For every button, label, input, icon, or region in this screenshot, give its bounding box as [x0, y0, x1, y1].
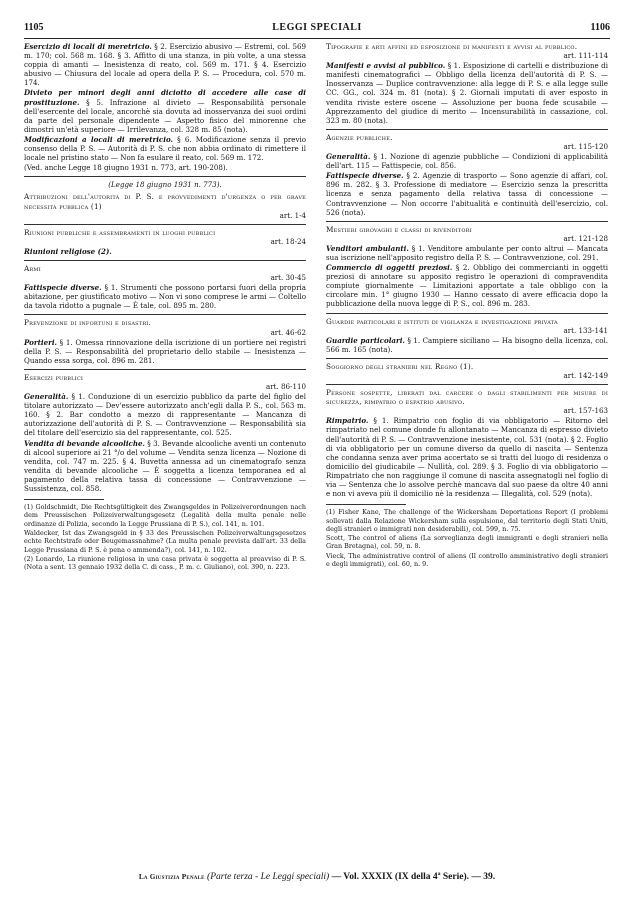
section-heading: Tipografie e arti affini ed esposizione di manifesti e avvisi al pubblico. art. 111-114 [326, 42, 608, 61]
section-rule [326, 221, 608, 222]
index-entry: Generalità. § 1. Conduzione di un esercizio pubblico da parte del figlio del titolare autorizzato — Dev'essere autorizzato anch'egli dalla P. S., col. 563 m. 160. § 2. Bar condotto a mezzo di rappresentante — Mancanza di autorizzazione dell'autorità di P. S. — Contravvenzione — Responsabilità sia del titolare dell'esercizio sia del rappresentante, col. 525. [24, 392, 306, 438]
footnote: Vieck, The administrative control of aliens (Il controllo amministrativo degli stranieri e degli immigrati), col. 60, n. 9. [326, 551, 608, 568]
index-entry: Portieri. § 1. Omessa rinnovazione della iscrizione di un portiere nei registri della P. S. — Responsabilità del proprietario dello stabile — Inesistenza — Quando essa sorga, col. 896 m. 281. [24, 337, 306, 365]
page-number-left: 1105 [24, 22, 44, 33]
index-entry: Guardie particolari. § 1. Campiere siciliano — Ha bisogno della licenza, col. 566 m. 165 (nota). [326, 335, 608, 354]
section-heading: Soggiorno degli stranieri nel Regno (1). art. 142-149 [326, 361, 608, 380]
page-header [24, 22, 610, 38]
journal-volume: — Vol. XXXIX (IX della 4ª Serie). — 39. [331, 872, 496, 882]
page-number-right: 1106 [590, 22, 610, 33]
section-rule [24, 260, 306, 261]
section-rule [326, 129, 608, 130]
right-column [326, 42, 608, 569]
section-heading: Riunioni pubbliche e assembramenti in luoghi pubblici art. 18-24 [24, 227, 306, 246]
section-heading: Prevenzione di infortuni e disastri. art. 46-62 [24, 318, 306, 337]
index-entry: Vendita di bevande alcooliche. § 3. Bevande alcooliche aventi un contenuto di alcool superiore ai 21 °/o del volume — Vendita senza licenza — Nozione di vendita, col. 747 m. 225. § 4. Buvetta annessa ad un cinematografo senza vendita di bevande alcooliche — È soggetta a licenza temporanea ed al pagamento della relativa tassa di concessione — Contravvenzione — Sussistenza, col. 858. [24, 438, 306, 494]
journal-name: La Giustizia Penale [138, 872, 205, 881]
section-heading: Agenzie pubbliche. art. 115-120 [326, 132, 608, 151]
section-heading: Guardie particolari e istituti di vigilanza e investigazione privata art. 133-141 [326, 316, 608, 335]
footnote: (1) Fisher Kane, The challenge of the Wickersham Deportations Report (I problemi sollevati dalla Relazione Wickersham sulla espulsione, dal territorio degli Stati Uniti, degli stranieri o immigrati non desiderabili), col. 599, n. 75. [326, 508, 608, 533]
subsection: Riunioni religiose (2). [24, 246, 112, 256]
journal-part: (Parte terza - Le Leggi speciali) [207, 872, 330, 882]
footnote: Scott, The control of aliens (La sorveglianza degli immigranti e degli stranieri nella Gran Bretagna), col. 59, n. 8. [326, 534, 608, 551]
section-rule [326, 313, 608, 314]
running-title: LEGGI SPECIALI [272, 22, 362, 33]
section-rule [326, 358, 608, 359]
section-heading: Attribuzioni dell'autorità di P. S. e provvedimenti d'urgenza o per grave necessità pubblica (1) art. 1-4 [24, 192, 306, 220]
section-rule [326, 384, 608, 385]
index-entry: Rimpatrio. § 1. Rimpatrio con foglio di via obbligatorio — Ritorno del rimpatriato nel comune donde fu allontanato — Mancanza di espresso divieto dell'autorità di P. S. — Contravvenzione inesistente, col. 531 (nota). § 2. Foglio di via obbligatorio per un comune diverso da quello di nascita — Sentenza che condanna senza aver prima accertato se si tratti del luogo di residenza o domicilio del giudicabile — Nullità, col. 289. § 3. Foglio di via obbligatorio — Rimpatriato che non raggiunge il comune di nascita assegnatogli nel foglio di via — Sentenza che lo assolve perchè mancava dal suo paese da oltre 40 anni e non vi aveva più il domicilio nè la residenza — Illegalità, col. 529 (nota). [326, 416, 608, 499]
header-rule [24, 38, 610, 39]
index-entry: Divieto per minori degli anni diciotto di accedere alle case di prostituzione. § 5. Infrazione al divieto — Responsabilità personale dell'esercente del locale, ancorchè sia dovuta ad inosservanza dei suoi ordini da parte del personale dipendente — Aspetto fisico del minorenne che dimostri un'età superiore — Irrilevanza, col. 328 m. 85 (nota). [24, 88, 306, 134]
section-rule [24, 224, 306, 225]
section-rule [24, 369, 306, 370]
cross-reference: (Ved. anche Legge 18 giugno 1931 n. 773, art. 190-208). [24, 163, 228, 173]
index-entry: Generalità. § 1. Nozione di agenzie pubbliche — Condizioni di applicabilità dell'art. 115 — Fattispecie, col. 856. [326, 152, 608, 171]
index-entry: Fattispecie diverse. § 1. Strumenti che possono portarsi fuori della propria abitazione, per giustificato motivo — Non vi sono comprese le armi — Coltello da tavola ridotto a pugnale — È tale, col. 895 m. 280. [24, 283, 306, 311]
index-entry: Venditori ambulanti. § 1. Venditore ambulante per conto altrui — Mancata sua iscrizione nell'apposito registro della P. S. — Contravvenzione, col. 291. [326, 243, 608, 262]
index-entry: Manifesti e avvisi al pubblico. § 1. Esposizione di cartelli e distribuzione di manifesti cinematografici — Obbligo della licenza dell'autorità di P. S. — Inosservanza — Duplice contravvenzione: alla legge di P. S. e alla legge sulle CC. GG., col. 324 m. 81 (nota). § 2. Giornali imputati di aver esposto in vendita riviste estere oscene — Assoluzione per buona fede scusabile — Apprezzamento del giudice di merito — Incensurabilità in cassazione, col. 323 m. 80 (nota). [326, 61, 608, 125]
law-heading: (Legge 18 giugno 1931 n. 773). [108, 180, 222, 190]
index-entry: Fattispecie diverse. § 2. Agenzie di trasporto — Sono agenzie di affari, col. 896 m. 282. § 3. Professione di mediatore — Esercizio senza la prescritta licenza e senza pagamento della relativa tassa di concessione — Contravvenzione — Non occorre l'abitualità e continuità dell'esercizio, col. 526 (nota). [326, 171, 608, 217]
footnote-rule [24, 499, 104, 500]
index-entry: Modificazioni a locali di meretricio. § 6. Modificazione senza il previo consenso della P. S. — Autorità di P. S. che non abbia ordinato di rimettere il locale nel pristino stato — Non fa esulare il reato, col. 569 m. 172. [24, 134, 306, 163]
footnote: (2) Lonardo, La riunione religiosa in una casa privata è soggetta al preavviso di P. S. (Nota a sent. 13 gennaio 1932 della C. di cass., P. m. c. Giuliano), col. 390, n. 223. [24, 554, 306, 572]
section-rule [24, 176, 306, 177]
footnote: Waldecker, Ist das Zwangsgeld in § 33 des Preussischen Polizeiverwaltungsgesetzes echte Rechtstrafe oder Beugemassnahme? (La multa penale prevista dall'art. 33 della Legge Prussiana di P. S. è pena o ammenda?), col. 141, n. 102. [24, 529, 306, 554]
footnote-rule [326, 504, 406, 505]
section-heading: Esercizi pubblici art. 86-110 [24, 372, 306, 391]
left-column [24, 42, 306, 573]
section-heading: Persone sospette, liberati dal carcere o dagli stabilimenti per misure di sicurezza, rimpatrio o espatrio abusivo. art. 157-163 [326, 388, 608, 416]
footnote: (1) Goldschmidt, Die Rechtsgültigkeit des Zwangsgeldes in Polizeiverordnungen nach dem Preussischen Polizeiverwaltungsgesetz (Legalità della multa penale nelle ordinanze di Polizia, secondo la Legge Prussiana di P. S.), col. 141, n. 101. [24, 503, 306, 528]
section-heading: Armi art. 30-45 [24, 263, 306, 283]
index-entry: Esercizio di locali di meretricio. § 2. Esercizio abusivo — Estremi, col. 569 m. 170; col. 568 m. 168. § 3. Affitto di una stanza, in più volte, a una stessa coppia di amanti — Inesistenza di reato, col. 569 m. 171. § 4. Esercizio abusivo — Chiusura del locale ad opera della P. S. — Procedura, col. 570 m. 174. [24, 42, 306, 88]
index-entry: Commercio di oggetti preziosi. § 2. Obbligo dei commercianti in oggetti preziosi di annotare su apposito registro le operazioni di compravendita compiute giornalmente — Limitazioni apportate a tale obbligo con la circolare min. 1° giugno 1930 — Hanno cessato di avere efficacia dopo la pubblicazione della nuova legge di P. S., col. 896 m. 283. [326, 263, 608, 309]
page-footer [24, 872, 610, 882]
section-heading: Mestieri girovaghi e classi di rivenditori art. 121-128 [326, 224, 608, 243]
section-rule [24, 314, 306, 315]
